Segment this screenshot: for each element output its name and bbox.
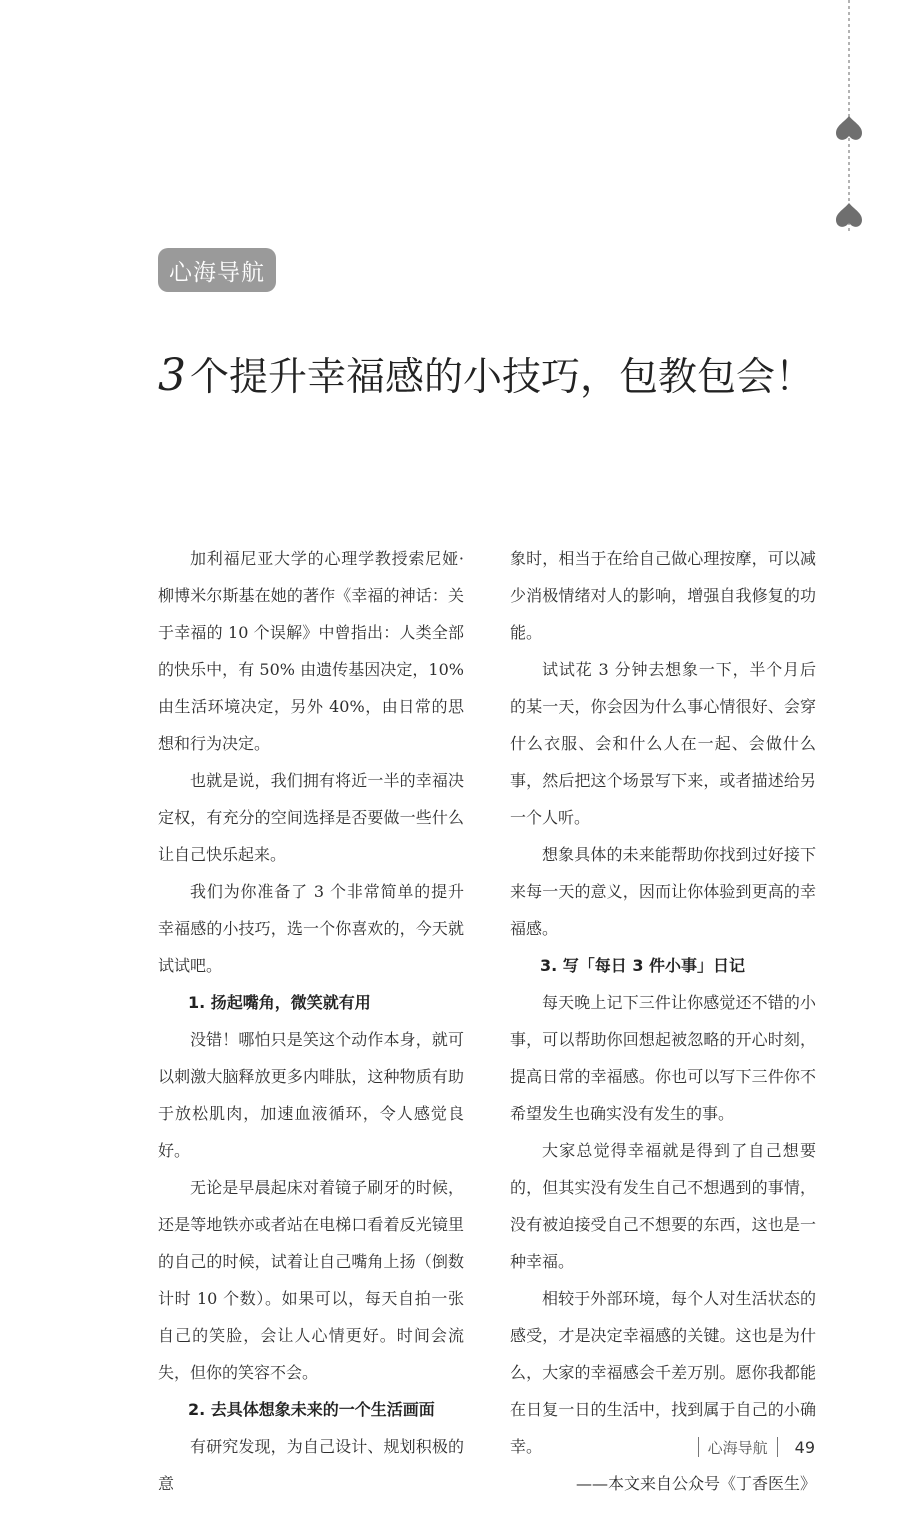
- paragraph: 也就是说，我们拥有将近一半的幸福决定权，有充分的空间选择是否要做一些什么让自己快乐起来。: [158, 771, 464, 864]
- paragraph: 有研究发现，为自己设计、规划积极的意: [158, 1437, 464, 1493]
- decorative-hearts: [829, 0, 869, 240]
- section-heading: 1. 扬起嘴角，微笑就有用: [188, 993, 371, 1012]
- paragraph-continued: 象时，相当于在给自己做心理按摩，可以减少消极情绪对人的影响，增强自我修复的功能。: [510, 549, 816, 642]
- article-title: [158, 346, 818, 408]
- left-column: [158, 540, 464, 1502]
- paragraph: 相较于外部环境，每个人对生活状态的感受，才是决定幸福感的关键。这也是为什么，大家的幸福感会千差万别。愿你我都能在日复一日的生活中，找到属于自己的小确幸。: [510, 1289, 816, 1456]
- page-number: 49: [794, 1437, 815, 1457]
- article-source: ——本文来自公众号《丁香医生》: [575, 1474, 816, 1493]
- paragraph: 想象具体的未来能帮助你找到过好接下来每一天的意义，因而让你体验到更高的幸福感。: [510, 845, 816, 938]
- paragraph: 没错！哪怕只是笑这个动作本身，就可以刺激大脑释放更多内啡肽，这种物质有助于放松肌肉，加速血液循环，令人感觉良好。: [158, 1030, 464, 1160]
- page-footer: [689, 1432, 815, 1462]
- section-heading: 3. 写「每日 3 件小事」日记: [540, 956, 746, 975]
- heart-icon: [836, 116, 862, 140]
- paragraph: 加利福尼亚大学的心理学教授索尼娅·柳博米尔斯基在她的著作《幸福的神话：关于幸福的 10 个误解》中曾指出：人类全部的快乐中，有 50% 由遗传基因决定，10% 由生活环境决定，另外 40%，由日常的思想和行为决定。: [158, 549, 464, 753]
- paragraph: 试试花 3 分钟去想象一下，半个月后的某一天，你会因为什么事心情很好、会穿什么衣服、会和什么人在一起、会做什么事，然后把这个场景写下来，或者描述给另一个人听。: [510, 660, 816, 827]
- paragraph: 大家总觉得幸福就是得到了自己想要的，但其实没有发生自己不想遇到的事情，没有被迫接受自己不想要的东西，这也是一种幸福。: [510, 1141, 816, 1271]
- section-tag: 心海导航: [158, 248, 276, 292]
- footer-section: 心海导航: [707, 1438, 768, 1457]
- title-text: 个提升幸福感的小技巧，包教包会！: [190, 355, 815, 400]
- divider: [698, 1437, 699, 1457]
- paragraph: 无论是早晨起床对着镜子刷牙的时候，还是等地铁亦或者站在电梯口看着反光镜里的自己的时候，试着让自己嘴角上扬（倒数计时 10 个数）。如果可以，每天自拍一张自己的笑脸，会让人心情更好。时间会流失，但你的笑容不会。: [158, 1178, 464, 1382]
- section-heading: 2. 去具体想象未来的一个生活画面: [188, 1400, 435, 1419]
- divider: [777, 1437, 778, 1457]
- paragraph: 每天晚上记下三件让你感觉还不错的小事，可以帮助你回想起被忽略的开心时刻，提高日常的幸福感。你也可以写下三件你不希望发生也确实没有发生的事。: [510, 993, 816, 1123]
- title-number: 3: [158, 350, 186, 401]
- right-column: [510, 540, 816, 1502]
- paragraph: 我们为你准备了 3 个非常简单的提升幸福感的小技巧，选一个你喜欢的，今天就试试吧。: [158, 882, 464, 975]
